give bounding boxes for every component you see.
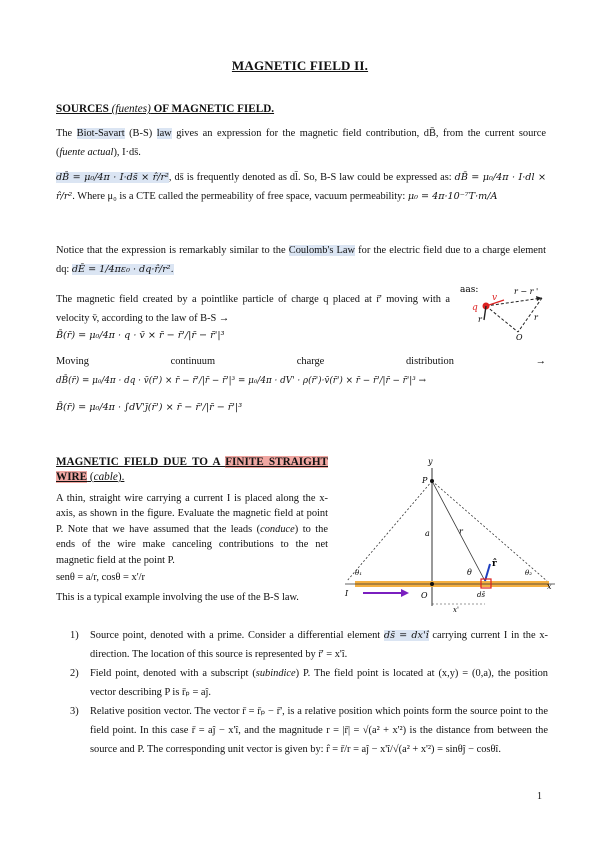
fig1-label-r1: r bbox=[478, 315, 482, 324]
fig1-label-aas: aas: bbox=[460, 285, 479, 295]
sources-paragraph-2: dB̄ = μ₀/4π · I·ds̄ × r̂/r², ds̄ is frequently denoted as dl̄. So, B-S law could be expressed as: dB̄ = μ₀/4π · I·dl × r̂/r². Where μ₀ is a CTE called the permeability of free space, vacuum permeability: μ₀ = 4π·10⁻⁷T·m/A bbox=[56, 172, 546, 202]
left-end-line bbox=[347, 481, 432, 581]
fig2-theta2-label: θ₂ bbox=[525, 569, 533, 577]
list-number: 1) bbox=[70, 630, 79, 641]
source-dash bbox=[486, 306, 518, 332]
fig1-label-r2: r bbox=[534, 313, 538, 322]
wire-paragraph-2: senθ = a/r, cosθ = x'/r bbox=[56, 572, 145, 583]
origin-dot bbox=[430, 582, 434, 586]
fig1-label-q: q bbox=[472, 303, 478, 313]
point-charge-equation: B̄(r̄) = μ₀/4π · q · v̄ × r̄ − r̄'/|r̄ − r̄'|³ bbox=[56, 330, 225, 341]
sources-heading: SOURCES (fuentes) OF MAGNETIC FIELD. bbox=[56, 103, 275, 115]
point-p bbox=[430, 479, 434, 483]
list-item-2: 2) Field point, denoted with a subscript (subindice) P. The field point is located at (x,y) = (0,a), the position vector describing P is r̄ₚ = aĵ. bbox=[70, 664, 548, 702]
current-arrowhead bbox=[401, 589, 409, 597]
current-density-equation: B̄(r̄) = μ₀/4π · ∫dV'j̄(r̄') × r̄ − r̄'/|r̄ − r̄'|³ bbox=[56, 402, 243, 413]
list-number: 2) bbox=[70, 668, 79, 679]
finite-wire-figure bbox=[335, 454, 555, 614]
fig2-rhat-label: r̂ bbox=[492, 559, 497, 569]
page-number: 1 bbox=[537, 791, 542, 802]
sources-paragraph-3: Notice that the expression is remarkably similar to the Coulomb's Law for the electric field due to a charge element dq: dĒ = 1/4πε₀ · dq·r̂/r². bbox=[56, 245, 546, 275]
fig2-a-label: a bbox=[425, 529, 430, 538]
list-number: 3) bbox=[70, 706, 79, 717]
list-item-1: 1) Source point, denoted with a prime. Consider a differential element ds̄ = dx'î carrying current I in the x-direction. The location of this source is represented by r̄' = x'î. bbox=[70, 626, 548, 664]
fig2-i-label: I bbox=[345, 589, 349, 598]
fig1-label-o: O bbox=[516, 333, 523, 342]
sources-paragraph-1: The Biot-Savart (B-S) law gives an expression for the magnetic field contribution, dB̄, from the current source (fuente actual), I·ds̄. bbox=[56, 128, 546, 158]
list-item-3: 3) Relative position vector. The vector r̄ = r̄ₚ − r̄', is a relative position which points form the source point to the field point. In this case r̄ = aĵ − x'î, and the magnitude r = |r̄| = √(a² + x'²) is the distance from between the source and P. The corresponding unit vector is given by: r̂ = r̄/r = aĵ − x'î/√(a² + x'²) = sinθĵ − cosθî. bbox=[70, 702, 548, 759]
fig2-p-label: P bbox=[422, 476, 428, 485]
fig2-xp-label: x' bbox=[453, 606, 459, 614]
fig2-ds-label: ds̄ bbox=[477, 591, 486, 599]
fig2-r-label: r bbox=[459, 527, 463, 536]
fig2-x-label: x bbox=[547, 582, 552, 591]
fig2-y-label: y bbox=[428, 457, 433, 466]
wire-paragraph-1: A thin, straight wire carrying a current I is placed along the x-axis, as shown in the figure. Evaluate the magnetic field at point P. Note that we have assumed that the leads (conduce) to the ends of the wire make canceling contributions to the net magnetic field at the point P. bbox=[56, 493, 328, 566]
continuum-equation: dB̄(r̄) = μ₀/4π · dq · v̄(r̄') × r̄ − r̄'/|r̄ − r̄'|³ = μ₀/4π · dV' · ρ(r̄')·v̄(r̄') × r̄ − r̄'/|r̄ − r̄'|³ → bbox=[56, 376, 426, 386]
fig2-o-label: O bbox=[421, 591, 428, 600]
sources-paragraph-4: The magnetic field created by a pointlike particle of charge q placed at r̄' moving with a velocity v̄, according to the law of B-S → bbox=[56, 294, 450, 324]
point-charge-figure bbox=[458, 282, 558, 342]
wire-paragraph-3: This is a typical example involving the use of the B-S law. bbox=[56, 592, 299, 603]
sources-paragraph-5: Moving continuum charge distribution → bbox=[56, 356, 546, 367]
wire-heading: MAGNETIC FIELD DUE TO A FINITE STRAIGHT WIRE (cable). bbox=[56, 456, 328, 483]
fig2-theta1-label: θ₁ bbox=[355, 569, 363, 577]
fig1-label-v: v bbox=[492, 293, 498, 303]
fig1-label-rr: r − r ' bbox=[514, 287, 539, 296]
fig2-theta-label: θ bbox=[467, 568, 472, 577]
field-dash bbox=[518, 298, 542, 332]
page-title: MAGNETIC FIELD II. bbox=[231, 58, 369, 73]
